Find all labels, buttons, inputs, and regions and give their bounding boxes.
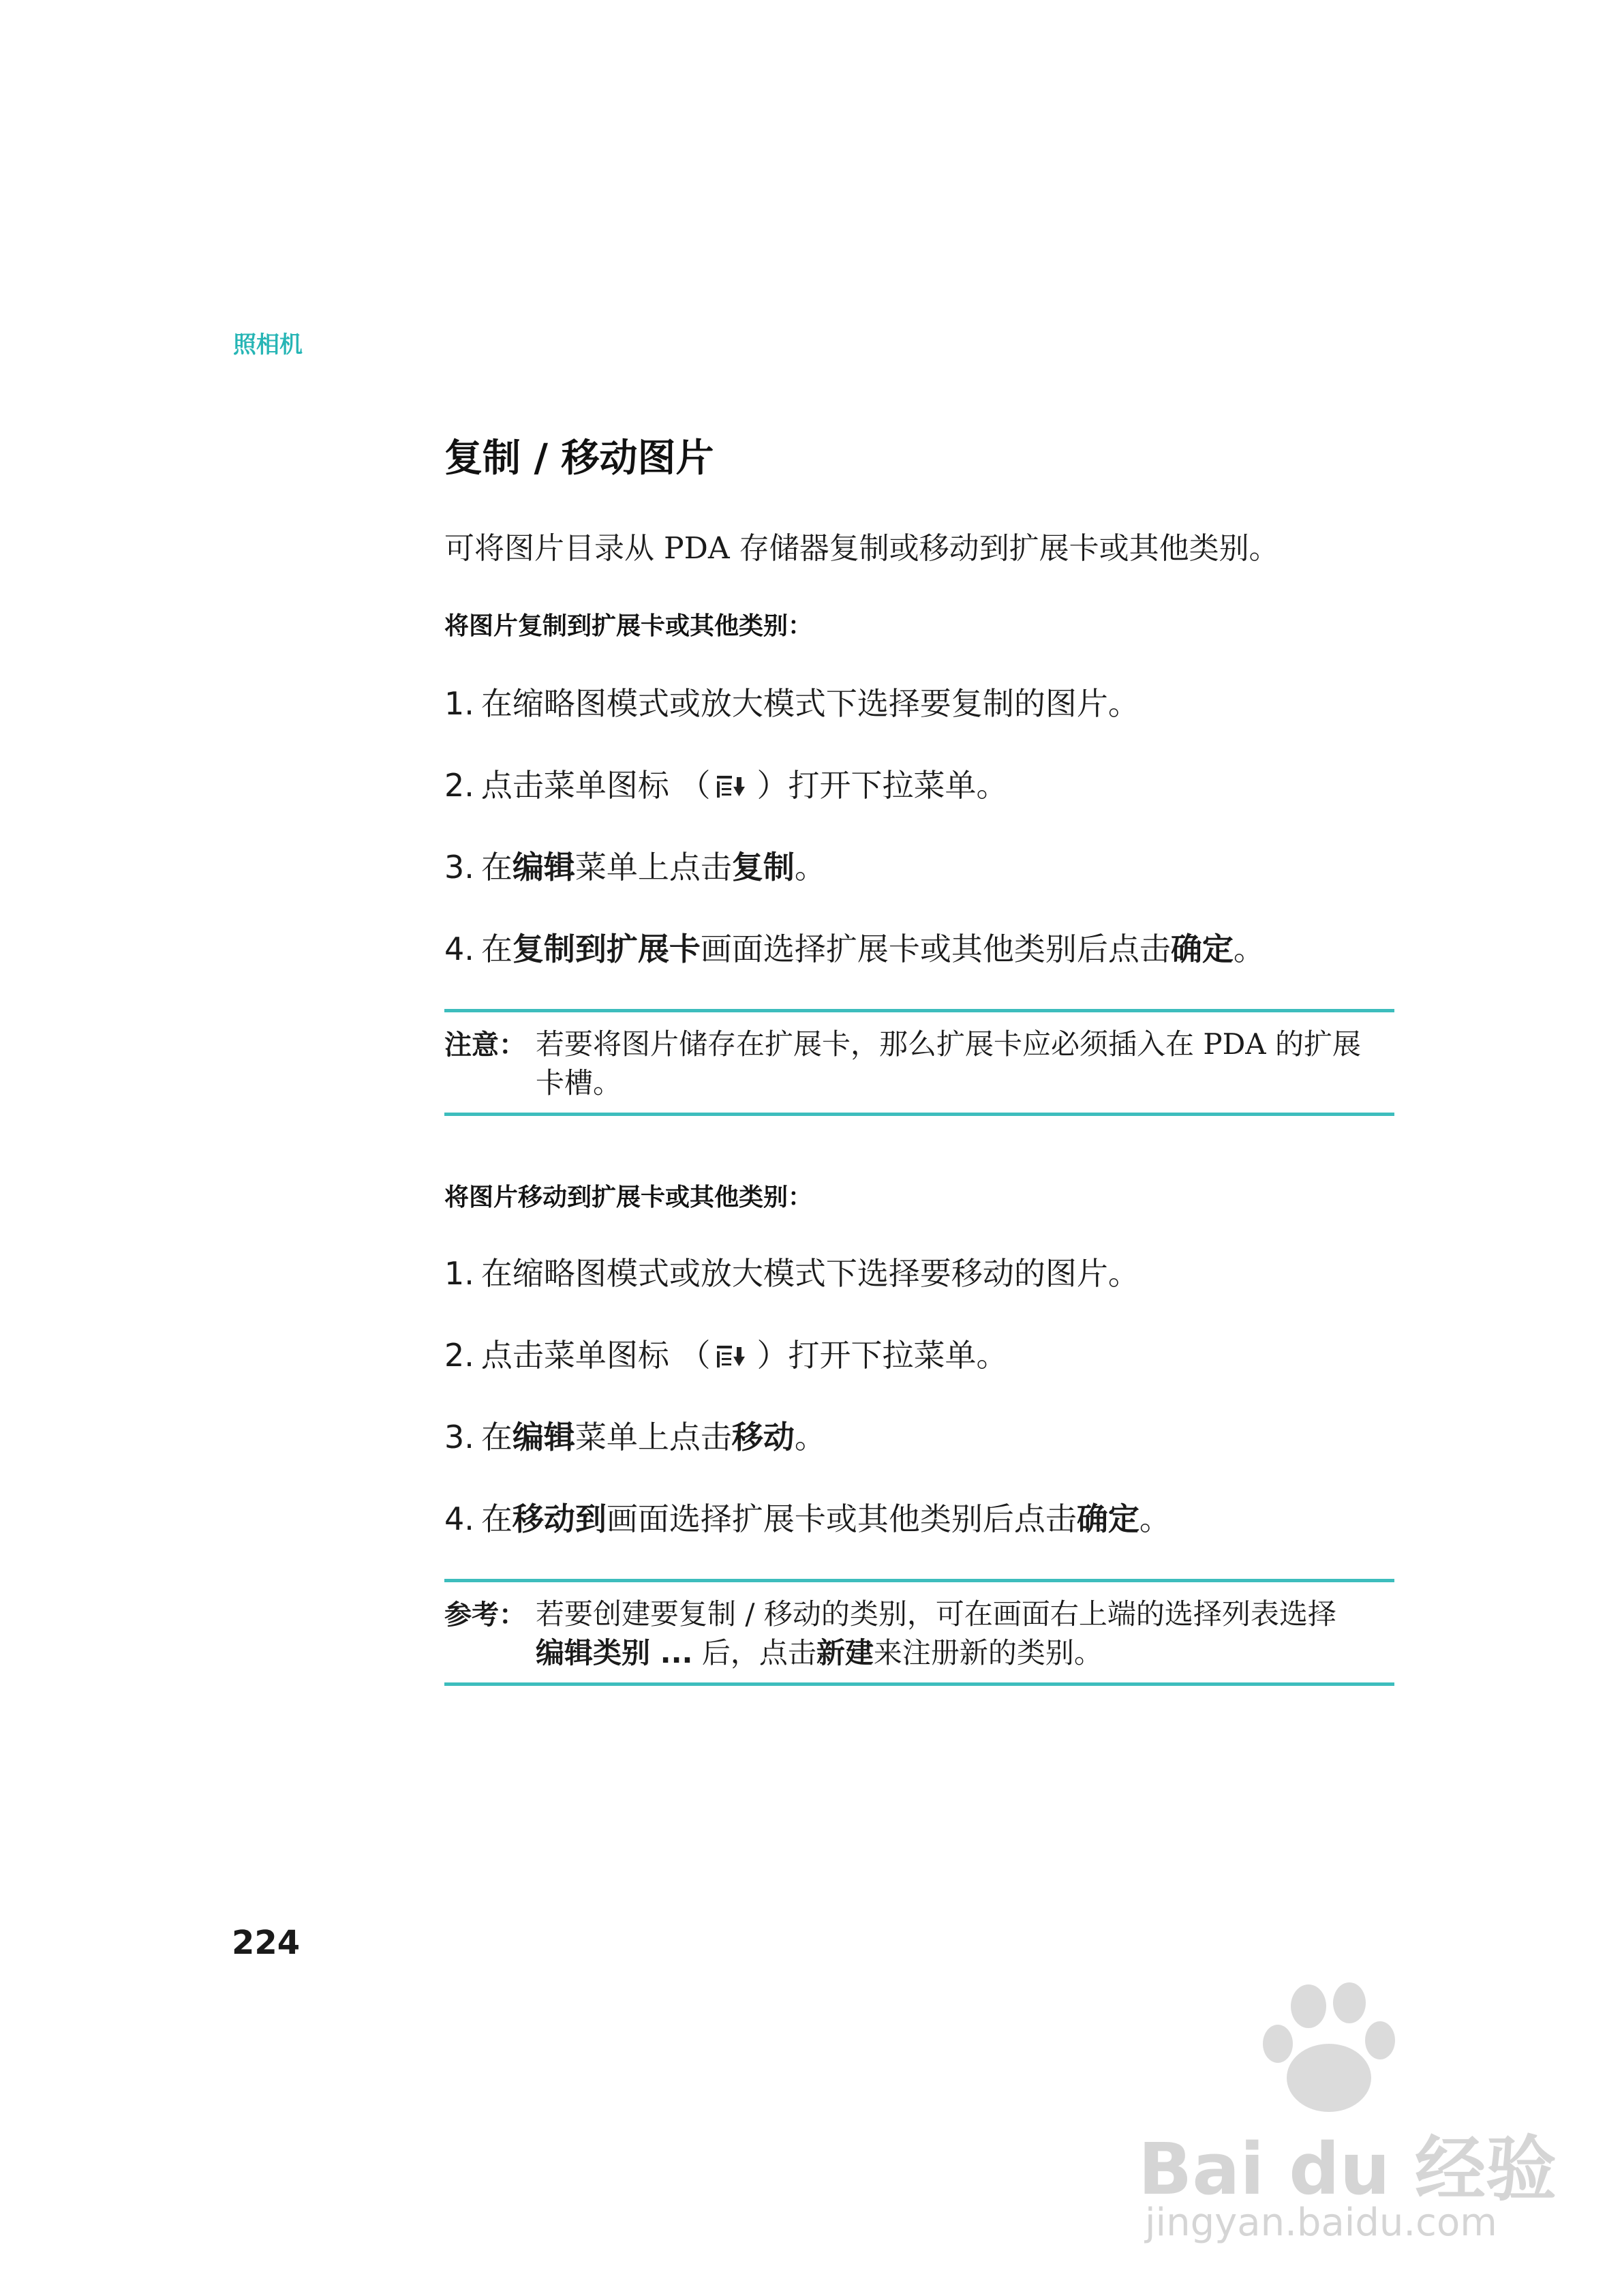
copy-to-card-term: 复制到扩展卡 — [512, 931, 701, 967]
intro-paragraph: 可将图片目录从 PDA 存储器复制或移动到扩展卡或其他类别。 — [444, 531, 1279, 566]
step-text: 。 — [1139, 1500, 1171, 1537]
page-number: 224 — [232, 1924, 301, 1962]
note-rule-top — [444, 1009, 1394, 1012]
step-number: 3. — [444, 1419, 474, 1455]
reference-text-continued — [444, 1634, 1394, 1672]
step-text: 。 — [794, 849, 826, 886]
copy-step-1 — [444, 679, 1139, 724]
step-text: ）打开下拉菜单。 — [756, 767, 1008, 804]
step-number: 1. — [444, 685, 474, 722]
move-step-2 — [444, 1331, 1008, 1376]
step-number: 2. — [444, 767, 474, 804]
edit-menu-term: 编辑 — [512, 849, 575, 886]
reference-text: 来注册新的类别。 — [873, 1636, 1103, 1670]
step-number: 4. — [444, 1500, 474, 1537]
step-text: 画面选择扩展卡或其他类别后点击 — [700, 931, 1171, 967]
page-title: 复制 / 移动图片 — [444, 436, 714, 481]
step-text: 在 — [480, 1500, 512, 1537]
move-to-term: 移动到 — [512, 1500, 607, 1537]
step-number: 2. — [444, 1337, 474, 1374]
copy-subheading: 将图片复制到扩展卡或其他类别： — [444, 612, 813, 640]
reference-rule-top — [444, 1579, 1394, 1582]
note-text-continued: 卡槽。 — [536, 1066, 622, 1100]
new-term: 新建 — [816, 1636, 874, 1670]
watermark-url: jingyan.baidu.com — [1145, 2201, 1497, 2245]
baidu-watermark — [1138, 1969, 1557, 2255]
move-step-1 — [444, 1249, 1139, 1294]
ok-term: 确定 — [1076, 1500, 1139, 1537]
note-rule-bottom — [444, 1113, 1394, 1116]
step-text: 。 — [794, 1419, 826, 1455]
copy-command-term: 复制 — [731, 849, 795, 886]
section-tag: 照相机 — [233, 331, 303, 359]
ok-term: 确定 — [1170, 931, 1234, 967]
move-subheading: 将图片移动到扩展卡或其他类别： — [444, 1183, 813, 1211]
step-number: 1. — [444, 1255, 474, 1292]
edit-category-term: 编辑类别 ... — [536, 1636, 693, 1670]
move-step-3 — [444, 1413, 826, 1457]
step-text: 点击菜单图标 （ — [480, 1337, 711, 1374]
copy-step-4 — [444, 924, 1265, 969]
menu-icon — [715, 1341, 753, 1370]
reference-rule-bottom — [444, 1682, 1394, 1686]
step-text: 。 — [1233, 931, 1265, 967]
step-text: ）打开下拉菜单。 — [756, 1337, 1008, 1374]
reference-box — [444, 1595, 1394, 1672]
move-step-4 — [444, 1494, 1171, 1539]
step-text: 菜单上点击 — [575, 1419, 732, 1455]
note-text: 若要将图片储存在扩展卡，那么扩展卡应必须插入在 PDA 的扩展 — [536, 1027, 1361, 1061]
copy-step-2 — [444, 761, 1008, 806]
step-text: 画面选择扩展卡或其他类别后点击 — [606, 1500, 1077, 1537]
step-text: 点击菜单图标 （ — [480, 767, 711, 804]
watermark-brand: Bai du 经验 — [1138, 2128, 1557, 2211]
edit-menu-term: 编辑 — [512, 1419, 575, 1455]
step-number: 4. — [444, 931, 474, 967]
step-text: 在缩略图模式或放大模式下选择要复制的图片。 — [480, 685, 1139, 722]
step-text: 在 — [480, 849, 512, 886]
step-text: 在 — [480, 1419, 512, 1455]
step-text: 在缩略图模式或放大模式下选择要移动的图片。 — [480, 1255, 1139, 1292]
copy-step-3 — [444, 843, 826, 888]
step-number: 3. — [444, 849, 474, 886]
reference-text: 若要创建要复制 / 移动的类别，可在画面右上端的选择列表选择 — [536, 1597, 1336, 1631]
note-box — [444, 1025, 1394, 1102]
reference-label: 参考： — [444, 1599, 526, 1631]
step-text: 菜单上点击 — [575, 849, 732, 886]
reference-text: 后，点击 — [692, 1636, 816, 1670]
step-text: 在 — [480, 931, 512, 967]
menu-icon — [715, 771, 753, 800]
note-label: 注意： — [444, 1029, 526, 1061]
move-command-term: 移动 — [731, 1419, 795, 1455]
